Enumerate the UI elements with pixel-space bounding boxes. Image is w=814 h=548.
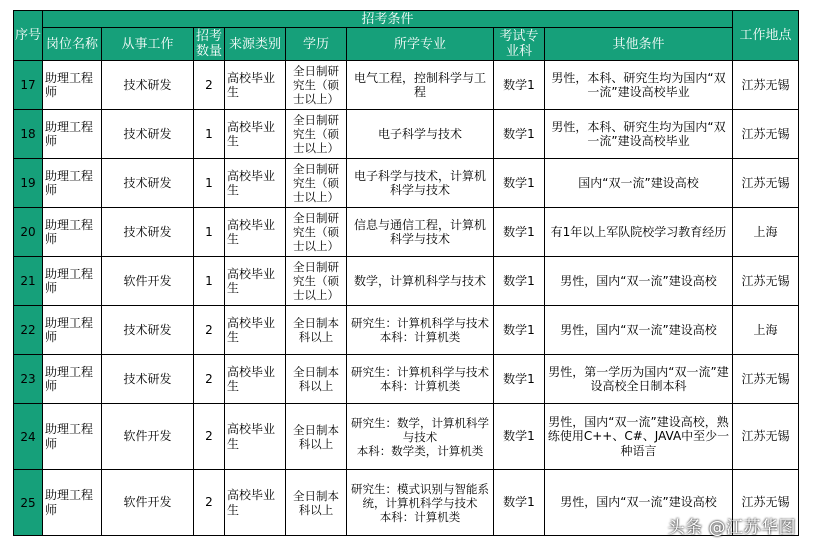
exam-cell: 数学1 bbox=[494, 110, 545, 159]
header-index: 序号 bbox=[14, 11, 43, 61]
location-cell: 上海 bbox=[733, 306, 799, 355]
exam-cell: 数学1 bbox=[494, 61, 545, 110]
exam-cell: 数学1 bbox=[494, 208, 545, 257]
other-cell: 男性，国内“双一流”建设高校 bbox=[560, 322, 717, 337]
table-row bbox=[14, 257, 799, 306]
work-cell: 软件开发 bbox=[102, 257, 194, 306]
exam-cell: 数学1 bbox=[494, 159, 545, 208]
work-cell: 技术研发 bbox=[102, 306, 194, 355]
header-conditions-group: 招考条件 bbox=[43, 11, 733, 28]
exam-cell: 数学1 bbox=[494, 306, 545, 355]
position-cell: 助理工程师 bbox=[45, 266, 94, 295]
education-cell: 全日制本科以上 bbox=[293, 422, 339, 451]
row-index: 21 bbox=[14, 257, 43, 306]
education-cell: 全日制研究生（硕士以上） bbox=[293, 113, 339, 155]
count-cell: 1 bbox=[194, 208, 225, 257]
major-cell: 电气工程，控制科学与工程 bbox=[353, 70, 486, 99]
count-cell: 1 bbox=[194, 110, 225, 159]
table-row bbox=[14, 355, 799, 404]
position-cell: 助理工程师 bbox=[45, 488, 94, 517]
work-cell: 技术研发 bbox=[102, 110, 194, 159]
other-cell: 男性，国内“双一流”建设高校 bbox=[560, 495, 717, 510]
row-index: 19 bbox=[14, 159, 43, 208]
table-row bbox=[14, 110, 799, 159]
other-cell: 男性，本科、研究生均为国内“双一流”建设高校毕业 bbox=[551, 119, 726, 148]
row-index: 22 bbox=[14, 306, 43, 355]
count-cell: 2 bbox=[194, 306, 225, 355]
table-row bbox=[14, 159, 799, 208]
header-location: 工作地点 bbox=[733, 11, 799, 61]
table-row bbox=[14, 208, 799, 257]
work-cell: 技术研发 bbox=[102, 159, 194, 208]
header-position: 岗位名称 bbox=[43, 28, 102, 61]
location-cell: 江苏无锡 bbox=[733, 404, 799, 470]
header-other: 其他条件 bbox=[545, 28, 733, 61]
exam-cell: 数学1 bbox=[494, 257, 545, 306]
education-cell: 全日制研究生（硕士以上） bbox=[293, 211, 339, 253]
major-cell: 研究生：数学，计算机科学与技术 本科：数学类，计算机类 bbox=[351, 415, 489, 458]
row-index: 18 bbox=[14, 110, 43, 159]
location-cell: 江苏无锡 bbox=[733, 355, 799, 404]
education-cell: 全日制研究生（硕士以上） bbox=[293, 64, 339, 106]
other-cell: 国内“双一流”建设高校 bbox=[578, 175, 699, 190]
header-source: 来源类别 bbox=[225, 28, 286, 61]
exam-cell: 数学1 bbox=[494, 355, 545, 404]
header-count: 招考数量 bbox=[194, 28, 225, 61]
major-cell: 信息与通信工程，计算机科学与技术 bbox=[353, 217, 486, 246]
table-row bbox=[14, 61, 799, 110]
work-cell: 软件开发 bbox=[102, 404, 194, 470]
count-cell: 1 bbox=[194, 159, 225, 208]
count-cell: 2 bbox=[194, 404, 225, 470]
education-cell: 全日制本科以上 bbox=[293, 316, 339, 344]
exam-cell: 数学1 bbox=[494, 404, 545, 470]
education-cell: 全日制研究生（硕士以上） bbox=[293, 260, 339, 302]
header-work: 从事工作 bbox=[102, 28, 194, 61]
major-cell: 研究生：计算机科学与技术 本科：计算机类 bbox=[351, 316, 489, 344]
count-cell: 2 bbox=[194, 470, 225, 536]
major-cell: 数学，计算机科学与技术 bbox=[353, 273, 486, 288]
source-cell: 高校毕业生 bbox=[227, 168, 276, 197]
source-cell: 高校毕业生 bbox=[227, 217, 276, 246]
position-cell: 助理工程师 bbox=[45, 168, 94, 197]
location-cell: 江苏无锡 bbox=[733, 61, 799, 110]
major-cell: 电子科学与技术，计算机科学与技术 bbox=[353, 168, 486, 197]
exam-cell: 数学1 bbox=[494, 470, 545, 536]
position-cell: 助理工程师 bbox=[45, 364, 94, 393]
work-cell: 技术研发 bbox=[102, 208, 194, 257]
header-major: 所学专业 bbox=[347, 28, 494, 61]
major-cell: 研究生：计算机科学与技术 本科：计算机类 bbox=[351, 365, 489, 393]
source-cell: 高校毕业生 bbox=[227, 422, 276, 451]
count-cell: 2 bbox=[194, 61, 225, 110]
education-cell: 全日制本科以上 bbox=[293, 365, 339, 393]
table-row bbox=[14, 306, 799, 355]
count-cell: 2 bbox=[194, 355, 225, 404]
work-cell: 软件开发 bbox=[102, 470, 194, 536]
other-cell: 男性，本科、研究生均为国内“双一流”建设高校毕业 bbox=[551, 70, 726, 99]
row-index: 17 bbox=[14, 61, 43, 110]
position-cell: 助理工程师 bbox=[45, 70, 94, 99]
location-cell: 江苏无锡 bbox=[733, 470, 799, 536]
watermark: 头条 @江苏华图 bbox=[667, 518, 796, 538]
work-cell: 技术研发 bbox=[102, 355, 194, 404]
count-cell: 1 bbox=[194, 257, 225, 306]
source-cell: 高校毕业生 bbox=[227, 315, 276, 344]
source-cell: 高校毕业生 bbox=[227, 488, 276, 517]
source-cell: 高校毕业生 bbox=[227, 266, 276, 295]
source-cell: 高校毕业生 bbox=[227, 119, 276, 148]
position-cell: 助理工程师 bbox=[45, 217, 94, 246]
other-cell: 男性，国内“双一流”建设高校 bbox=[560, 273, 717, 288]
row-index: 23 bbox=[14, 355, 43, 404]
table-row bbox=[14, 404, 799, 470]
education-cell: 全日制研究生（硕士以上） bbox=[293, 162, 339, 204]
location-cell: 江苏无锡 bbox=[733, 159, 799, 208]
row-index: 25 bbox=[14, 470, 43, 536]
position-cell: 助理工程师 bbox=[45, 422, 94, 451]
other-cell: 男性，第一学历为国内“双一流”建设高校全日制本科 bbox=[548, 364, 729, 393]
position-cell: 助理工程师 bbox=[45, 119, 94, 148]
work-cell: 技术研发 bbox=[102, 61, 194, 110]
source-cell: 高校毕业生 bbox=[227, 70, 276, 99]
header-education: 学历 bbox=[286, 28, 347, 61]
recruitment-table bbox=[13, 10, 799, 536]
major-cell: 电子科学与技术 bbox=[377, 126, 462, 141]
location-cell: 江苏无锡 bbox=[733, 257, 799, 306]
row-index: 20 bbox=[14, 208, 43, 257]
education-cell: 全日制本科以上 bbox=[293, 488, 339, 517]
row-index: 24 bbox=[14, 404, 43, 470]
position-cell: 助理工程师 bbox=[45, 315, 94, 344]
location-cell: 江苏无锡 bbox=[733, 110, 799, 159]
source-cell: 高校毕业生 bbox=[227, 364, 276, 393]
other-cell: 有1年以上军队院校学习教育经历 bbox=[550, 224, 727, 239]
location-cell: 上海 bbox=[733, 208, 799, 257]
header-exam: 考试专业科 bbox=[494, 28, 545, 61]
other-cell: 男性，国内“双一流”建设高校，熟练使用C++、C#、JAVA中至少一种语言 bbox=[547, 414, 730, 458]
major-cell: 研究生：模式识别与智能系统，计算机科学与技术 本科：计算机类 bbox=[351, 481, 489, 524]
